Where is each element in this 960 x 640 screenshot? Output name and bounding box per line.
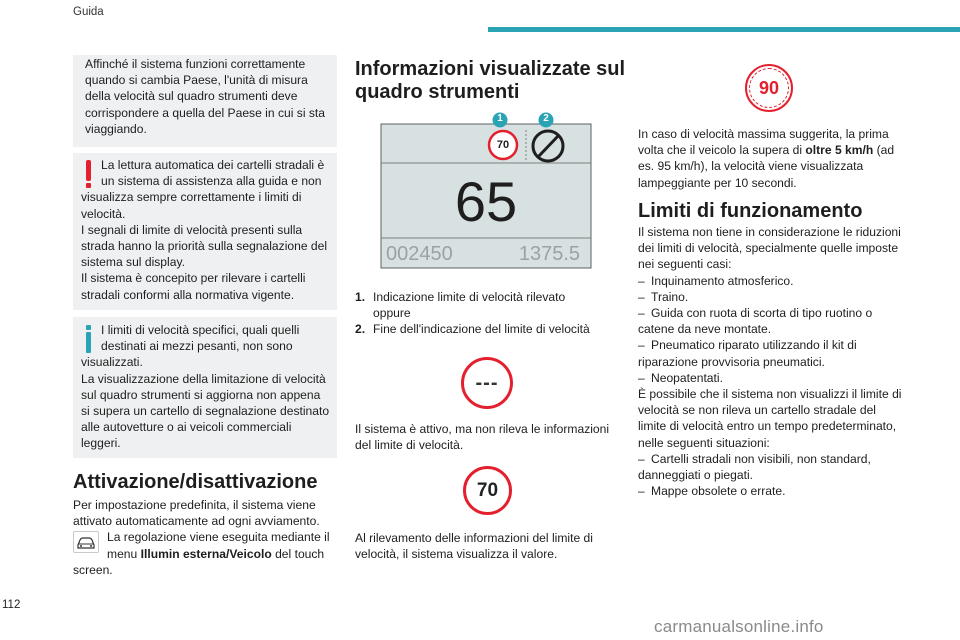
warning-text-2: I segnali di limite di velocità presenti sulla strada hanno la priorità sulla segnalazione del sistema sul display. xyxy=(81,222,328,270)
list-item-text: Traino. xyxy=(651,289,689,304)
cluster-speed: 65 xyxy=(454,170,518,233)
limits-list-1 xyxy=(638,273,906,386)
header-accent-bar xyxy=(488,27,960,32)
list-item: – Traino. xyxy=(638,289,689,304)
limits-middle-para: È possibile che il sistema non visualizzi il limite di velocità se non rileva un cartello stradale del limite di velocità entro un tempo predeterminato, nelle seguenti situazioni: xyxy=(638,387,902,450)
sign-dashes: --- xyxy=(475,372,499,394)
info-box xyxy=(73,317,337,458)
info-text-2: La visualizzazione della limitazione di velocità sul quadro strumenti si aggiorna non appena si supera un cartello di segnalazione destinato alle autovetture o ai veicoli commerciali leggeri. xyxy=(81,371,330,451)
list-item: – Guida con ruota di scorta di tipo ruotino o catene da neve montate. xyxy=(638,306,873,337)
callout-1: 1 xyxy=(497,113,503,124)
warning-text-3: Il sistema è concepito per rilevare i cartelli stradali conformi alla normativa vigente. xyxy=(81,271,306,302)
list-item xyxy=(355,321,607,337)
heading-cluster-line1: Informazioni visualizzate sul xyxy=(355,58,626,80)
list-item: – Neopatentati. xyxy=(638,370,723,385)
list-item: – Cartelli stradali non visibili, non standard, danneggiati o piegati. xyxy=(638,451,871,483)
section-title: Guida xyxy=(73,6,104,18)
limits-intro: Il sistema non tiene in considerazione le riduzioni dei limiti di velocità, specialmente quelle imposte nei seguenti casi: xyxy=(638,225,901,272)
list-item-text: Pneumatico riparato utilizzando il kit di riparazione provvisoria pneumatici. xyxy=(638,338,857,369)
speed-sign-70 xyxy=(463,466,512,515)
suggested-speed-para xyxy=(638,126,906,191)
list-item: – Pneumatico riparato utilizzando il kit di riparazione provvisoria pneumatici. xyxy=(638,338,857,369)
list-item-text: Guida con ruota di scorta di tipo ruotino o catene da neve montate. xyxy=(638,306,873,337)
suggested-b: (ad es. 95 km/h), la velocità viene visualizzata lampeggiante per 10 secondi. xyxy=(638,143,895,190)
list-item-text: Mappe obsolete o errate. xyxy=(651,484,786,499)
note-units-text: Affinché il sistema funzioni correttamente quando si cambia Paese, l'unità di misura della velocità sul quadro strumenti deve corrispondere a quella del Paese in cui si sta viaggiando. xyxy=(85,57,325,136)
speed-sign-90-suggested xyxy=(745,64,793,112)
list-item: – Mappe obsolete o errate. xyxy=(638,484,786,499)
cluster-trip: 1375.5 xyxy=(518,243,580,265)
list-item xyxy=(355,289,607,321)
warning-box xyxy=(73,153,337,310)
activation-text xyxy=(73,497,339,578)
activation-para-2a: La regolazione viene eseguita mediante il menu xyxy=(107,530,330,561)
suggested-a: In caso di velocità massima suggerita, la prima volta che il veicolo la supera di xyxy=(638,127,889,158)
heading-cluster-line2: quadro strumenti xyxy=(355,81,520,103)
item-1-text: Indicazione limite di velocità rilevato xyxy=(373,290,566,304)
list-item: – Inquinamento atmosferico. xyxy=(638,273,794,288)
heading-limits: Limiti di funzionamento xyxy=(638,200,863,222)
instrument-cluster-illustration xyxy=(380,112,592,270)
list-item-text: Neopatentati. xyxy=(651,370,723,385)
activation-para-1: Per impostazione predefinita, il sistema viene attivato automaticamente ad ogni avviamento. xyxy=(73,498,320,529)
cluster-legend xyxy=(355,289,607,338)
callout-2: 2 xyxy=(543,113,549,124)
menu-vehicle-label: Veicolo xyxy=(229,546,272,561)
page-number: 112 xyxy=(2,599,21,611)
suggested-speed-text xyxy=(638,126,906,191)
limits-list-2 xyxy=(638,451,906,500)
watermark: carmanualsonline.info xyxy=(654,617,824,636)
note-box-units xyxy=(73,55,337,147)
car-lights-icon xyxy=(73,531,99,553)
warning-text-1: La lettura automatica dei cartelli stradali è un sistema di assistenza alla guida e non visualizza sempre correttamente i limiti di velocità. xyxy=(81,158,325,221)
heading-cluster-info xyxy=(355,58,625,104)
cluster-odometer: 002450 xyxy=(386,243,453,265)
list-item-text: Inquinamento atmosferico. xyxy=(651,273,794,288)
sign-70-value: 70 xyxy=(476,479,499,501)
detect-info-text: Al rilevamento delle informazioni del limite di velocità, il sistema visualizza il valore. xyxy=(355,531,593,562)
limits-text xyxy=(638,224,906,499)
list-item-text: Cartelli stradali non visibili, non standard, danneggiati o piegati. xyxy=(638,451,871,483)
activation-para-2b: del touch screen. xyxy=(73,546,325,577)
list-item-number: 1. xyxy=(355,290,366,304)
item-1-sub: oppure xyxy=(373,306,411,321)
info-icon xyxy=(83,324,94,354)
active-no-info-text: Il sistema è attivo, ma non rileva le informazioni del limite di velocità. xyxy=(355,422,610,453)
menu-lights-label: Illumin esterna xyxy=(140,546,226,561)
speed-sign-no-info xyxy=(461,357,513,409)
activation-para-2 xyxy=(73,529,339,578)
sign-90-value: 90 xyxy=(758,77,780,98)
item-2-text: Fine dell'indicazione del limite di velocità xyxy=(373,322,590,337)
list-item-number: 2. xyxy=(355,322,366,337)
cluster-sign-limit: 70 xyxy=(496,139,510,151)
heading-activation: Attivazione/disattivazione xyxy=(73,471,318,493)
info-text-1: I limiti di velocità specifici, quali quelli destinati ai mezzi pesanti, non sono visualizzati. xyxy=(81,323,300,370)
suggested-bold: oltre 5 km/h xyxy=(805,143,874,158)
menu-separator: / xyxy=(225,546,230,561)
warning-icon xyxy=(83,159,94,189)
list-item-text xyxy=(373,289,565,321)
